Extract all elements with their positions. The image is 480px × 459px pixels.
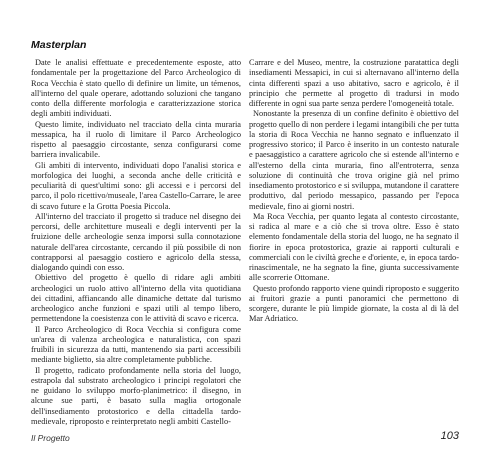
left-text-column [31, 58, 241, 427]
paragraph: All'interno del tracciato il progetto si traduce nel disegno dei percorsi, delle architetture museali e degli interventi per la fruizione delle archeologie senza imporsi sulla connotazione naturale dell'area circostante, cercando il più possibile di non contrapporsi al paesaggio costiero e agricolo della stessa, dialogando quindi con esso. [31, 211, 241, 272]
paragraph: Gli ambiti di intervento, individuati dopo l'analisi storica e morfologica dei luoghi, a seconda anche delle criticità e peculiarità di quest'ultimi sono: gli accessi e i percorsi del parco, il polo ricettivo/museale, l'area Castello-Carrare, le aree di scavo future e la Grotta Poesia Piccola. [31, 160, 241, 211]
section-title: Masterplan [31, 39, 87, 51]
paragraph: Nonostante la presenza di un confine definito è obiettivo del progetto quello di non perdere i legami intangibili che per tutta la storia di Roca Vecchia ne hanno segnato e influenzato il progressivo storico; il Parco è inserito in un contesto naturale e paesaggistico a carattere agricolo che si estende all'interno e all'esterno della cinta muraria, fino all'entroterra, senza soluzione di continuità che trova origine già nel primo insediamento protostorico e si sviluppa, mutandone il carattere produttivo, dal periodo messapico, passando per l'epoca medievale, fino ai giorni nostri. [249, 109, 459, 211]
paragraph: Date le analisi effettuate e precedentemente esposte, atto fondamentale per la progettazione del Parco Archeologico di Roca Vecchia è stato quello di definire un limite, un témenos, all'interno del quale operare, adottando soluzioni che tangano conto della differente morfologia e caratterizzazione storica degli ambiti individuati. [31, 58, 241, 119]
paragraph: Il Parco Archeologico di Roca Vecchia si configura come un'area di valenza archeologica e naturalistica, con spazi fruibili in sicurezza da tutti, mantenendo sia parti accessibili mediante biglietto, sia altre completamente pubbliche. [31, 324, 241, 365]
paragraph: Il progetto, radicato profondamente nella storia del luogo, estrapola dal substrato archeologico i principi regolatori che ne guidano lo sviluppo morfo-planimetrico: il disegno, in alcune sue parti, è basato sulla maglia ortogonale dell'insediamento protostorico e della cittadella tardo-medievale, riproposto e reinterpretato negli ambiti Castello- [31, 365, 241, 426]
page-number: 103 [440, 430, 459, 442]
paragraph: Questo limite, individuato nel tracciato della cinta muraria messapica, ha il ruolo di limitare il Parco Archeologico rispetto al paesaggio circostante, senza configurarsi come barriera invalicabile. [31, 119, 241, 160]
running-footer-label: Il Progetto [31, 433, 70, 443]
paragraph: Questo profondo rapporto viene quindi riproposto e suggerito ai fruitori grazie a punti panoramici che permettono di scorgere, durante le più limpide giornate, la costa al di là del Mar Adriatico. [249, 283, 459, 324]
right-text-column [249, 58, 459, 325]
paragraph: Carrare e del Museo, mentre, la costruzione paratattica degli insediamenti Messapici, in cui si alternavano all'interno della cinta differenti spazi a uso abitativo, sacro e agricolo, è il principio che permette al progetto di tradursi in modo differente in ogni sua parte senza perdere l'omogeneità totale. [249, 58, 459, 108]
paragraph: Ma Roca Vecchia, per quanto legata al contesto circostante, si radica al mare e a ciò che si trova oltre. Esso è stato elemento fondamentale della storia del luogo, ne ha segnato il fiorire in epoca protostorica, grazie ai rapporti culturali e commerciali con le civiltà greche e d'oriente, e, in epoca tardo-rinascimentale, ne ha segnato la fine, giunta successivamente alle scorrerie Ottomane. [249, 211, 459, 283]
paragraph: Obiettivo del progetto è quello di ridare agli ambiti archeologici un ruolo attivo all'interno della vita quotidiana dei cittadini, affiancando alle dinamiche dettate dal turismo archeologico anche funzioni e spazi utili al tempo libero, permettendone la coesistenza con le attività di scavo e ricerca. [31, 273, 241, 324]
